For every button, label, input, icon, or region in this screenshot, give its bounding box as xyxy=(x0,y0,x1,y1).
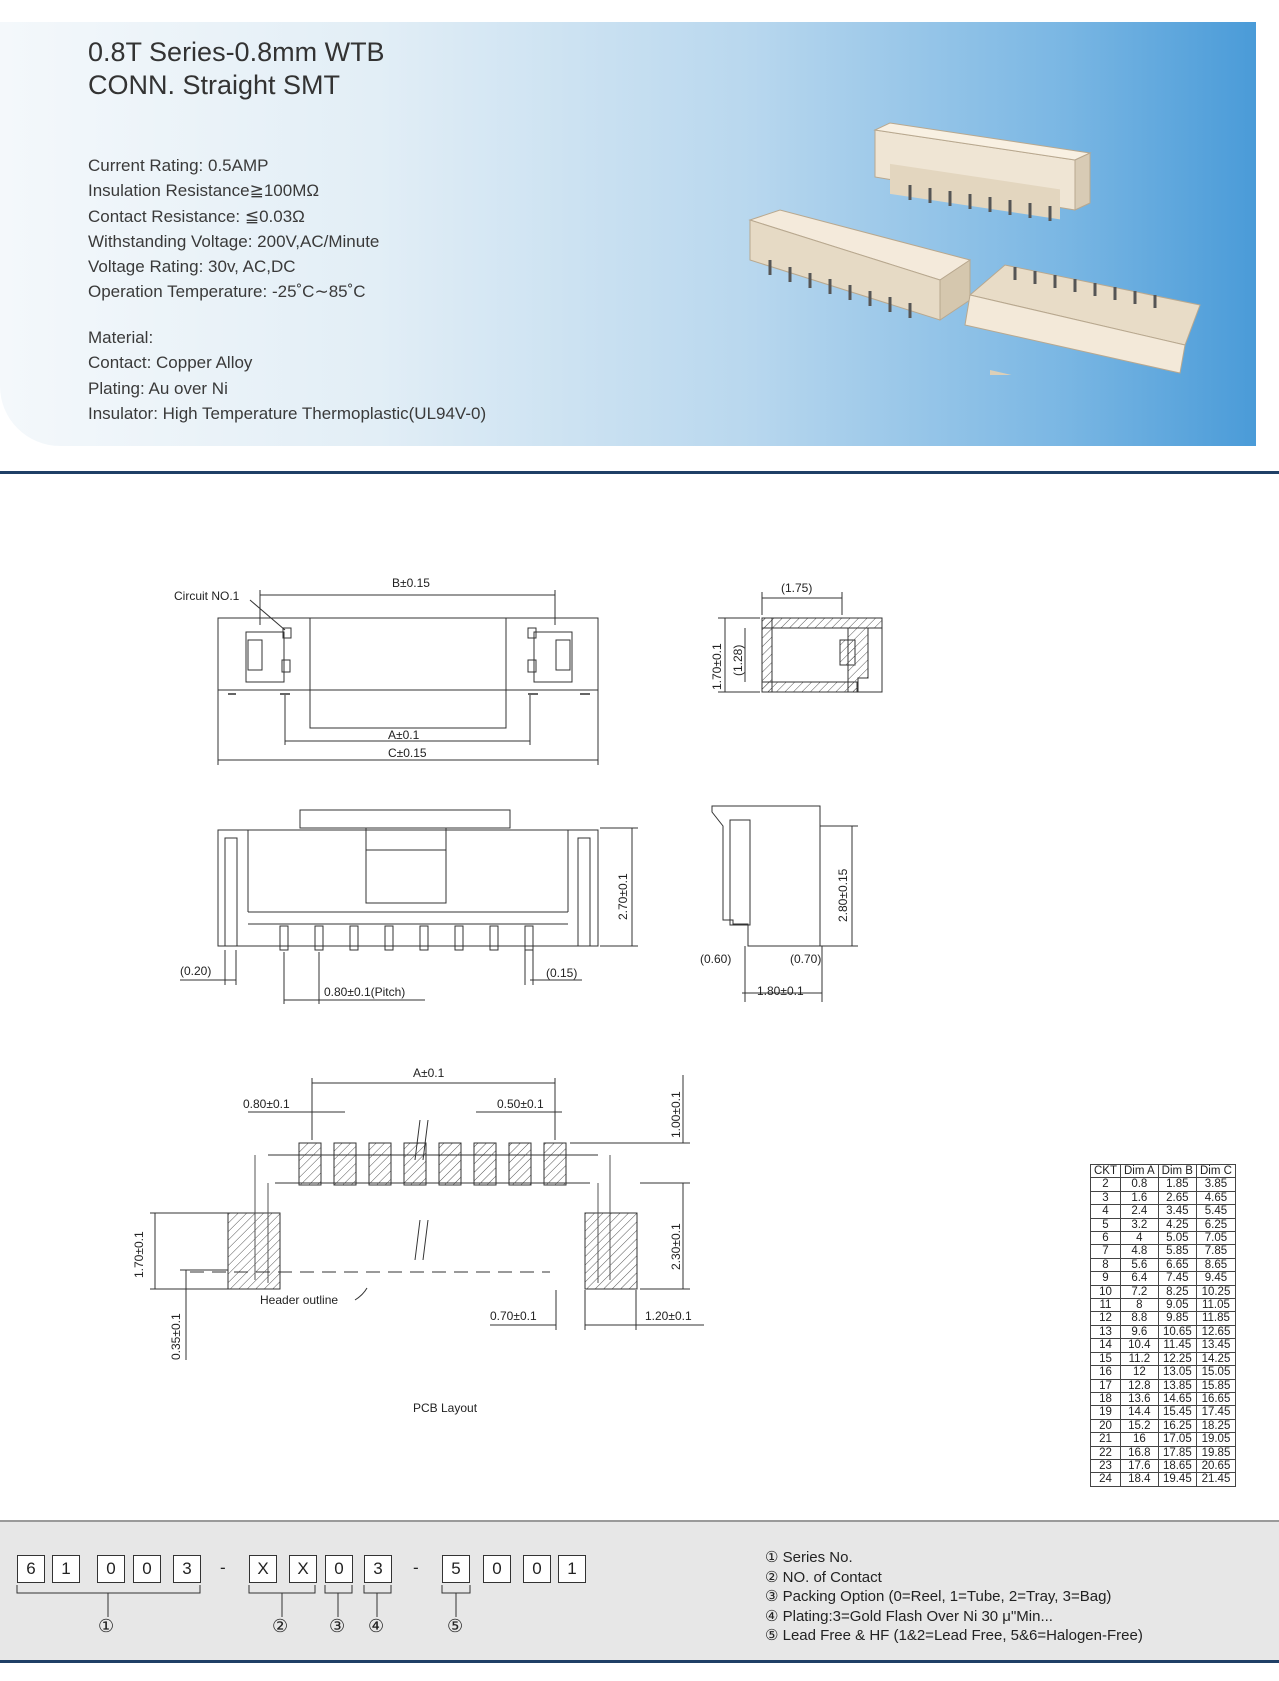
col-header-dim-b: Dim B xyxy=(1158,1165,1196,1178)
cell-dim-a: 12 xyxy=(1121,1366,1159,1379)
dim-020-label: (0.20) xyxy=(180,964,212,978)
dim-060-label: (0.60) xyxy=(700,952,732,966)
pcb-layout-drawing xyxy=(150,1075,704,1360)
cell-dim-a: 11.2 xyxy=(1121,1352,1159,1365)
table-row xyxy=(1091,1245,1236,1258)
pitch-label: 0.80±0.1(Pitch) xyxy=(324,985,406,999)
cell-ckt: 17 xyxy=(1091,1379,1121,1392)
dim-c-label: C±0.15 xyxy=(388,746,427,760)
cell-ckt: 23 xyxy=(1091,1459,1121,1472)
pn-dash: - xyxy=(220,1558,226,1577)
table-row xyxy=(1091,1258,1236,1271)
cell-ckt: 8 xyxy=(1091,1258,1121,1271)
pn-marker-4: ④ xyxy=(368,1616,385,1637)
cell-ckt: 15 xyxy=(1091,1352,1121,1365)
pn-dash: - xyxy=(413,1558,419,1577)
spec-contact-resistance: Contact Resistance: ≦0.03Ω xyxy=(88,206,305,226)
title-line-1: 0.8T Series-0.8mm WTB xyxy=(88,37,385,67)
cell-dim-a: 7.2 xyxy=(1121,1285,1159,1298)
cell-ckt: 22 xyxy=(1091,1446,1121,1459)
cell-dim-a: 12.8 xyxy=(1121,1379,1159,1392)
table-row xyxy=(1091,1285,1236,1298)
cell-dim-c: 19.85 xyxy=(1196,1446,1235,1459)
pn-digit: 0 xyxy=(325,1555,353,1583)
cell-dim-c: 7.85 xyxy=(1196,1245,1235,1258)
cell-ckt: 18 xyxy=(1091,1392,1121,1405)
spec-temperature: Operation Temperature: -25˚C∼85˚C xyxy=(88,282,366,302)
pn-marker-5: ⑤ xyxy=(447,1616,464,1637)
cell-dim-a: 4.8 xyxy=(1121,1245,1159,1258)
cell-dim-c: 12.65 xyxy=(1196,1325,1235,1338)
title-line-2: CONN. Straight SMT xyxy=(88,70,341,100)
cell-dim-c: 13.45 xyxy=(1196,1339,1235,1352)
material-plating: Plating: Au over Ni xyxy=(88,378,228,398)
pcb-080-label: 0.80±0.1 xyxy=(243,1097,290,1111)
pcb-070-label: 0.70±0.1 xyxy=(490,1309,537,1323)
pn-digit: 0 xyxy=(97,1555,125,1583)
cell-dim-b: 4.25 xyxy=(1158,1218,1196,1231)
cell-dim-b: 1.85 xyxy=(1158,1178,1196,1191)
cell-dim-b: 8.25 xyxy=(1158,1285,1196,1298)
cell-ckt: 10 xyxy=(1091,1285,1121,1298)
table-row xyxy=(1091,1406,1236,1419)
cell-dim-b: 9.85 xyxy=(1158,1312,1196,1325)
cell-dim-c: 17.45 xyxy=(1196,1406,1235,1419)
cell-dim-b: 15.45 xyxy=(1158,1406,1196,1419)
table-row xyxy=(1091,1419,1236,1432)
pcb-120-label: 1.20±0.1 xyxy=(645,1309,692,1323)
cell-dim-c: 8.65 xyxy=(1196,1258,1235,1271)
pn-digit: 6 xyxy=(17,1555,45,1583)
pn-marker-2: ② xyxy=(272,1616,289,1637)
dim-070-label: (0.70) xyxy=(790,952,822,966)
cell-dim-a: 0.8 xyxy=(1121,1178,1159,1191)
cell-ckt: 4 xyxy=(1091,1205,1121,1218)
cell-dim-b: 3.45 xyxy=(1158,1205,1196,1218)
cell-dim-c: 15.85 xyxy=(1196,1379,1235,1392)
table-row xyxy=(1091,1191,1236,1204)
col-header-dim-c: Dim C xyxy=(1196,1165,1235,1178)
cell-dim-b: 5.05 xyxy=(1158,1232,1196,1245)
col-header-ckt: CKT xyxy=(1091,1165,1121,1178)
table-row xyxy=(1091,1459,1236,1472)
dim-015-label: (0.15) xyxy=(546,966,578,980)
spec-current: Current Rating: 0.5AMP xyxy=(88,156,269,175)
cell-dim-a: 13.6 xyxy=(1121,1392,1159,1405)
pn-digit: 0 xyxy=(483,1555,511,1583)
cell-dim-b: 5.85 xyxy=(1158,1245,1196,1258)
cell-dim-c: 9.45 xyxy=(1196,1272,1235,1285)
cell-ckt: 6 xyxy=(1091,1232,1121,1245)
cell-dim-c: 7.05 xyxy=(1196,1232,1235,1245)
pn-digit: 1 xyxy=(52,1555,80,1583)
cell-dim-c: 16.65 xyxy=(1196,1392,1235,1405)
cell-dim-c: 18.25 xyxy=(1196,1419,1235,1432)
table-row xyxy=(1091,1299,1236,1312)
material-heading: Material: xyxy=(88,328,154,347)
cell-dim-b: 16.25 xyxy=(1158,1419,1196,1432)
cell-ckt: 11 xyxy=(1091,1299,1121,1312)
part-number-legend xyxy=(765,1548,1143,1646)
material-insulator: Insulator: High Temperature Thermoplastic(UL94V-0) xyxy=(88,403,487,423)
side-170-label: 1.70±0.1 xyxy=(710,643,724,690)
col-header-dim-a: Dim A xyxy=(1121,1165,1159,1178)
cell-dim-b: 12.25 xyxy=(1158,1352,1196,1365)
cell-dim-c: 5.45 xyxy=(1196,1205,1235,1218)
table-row xyxy=(1091,1473,1236,1486)
legend-item: ⑤ Lead Free & HF (1&2=Lead Free, 5&6=Halogen-Free) xyxy=(765,1627,1143,1644)
table-row xyxy=(1091,1433,1236,1446)
cell-dim-c: 6.25 xyxy=(1196,1218,1235,1231)
cell-dim-a: 16 xyxy=(1121,1433,1159,1446)
table-row xyxy=(1091,1392,1236,1405)
pn-marker-1: ① xyxy=(98,1616,115,1637)
table-row xyxy=(1091,1272,1236,1285)
dim-a-label: A±0.1 xyxy=(388,728,420,742)
table-row xyxy=(1091,1232,1236,1245)
pn-digit: 3 xyxy=(173,1555,201,1583)
table-row xyxy=(1091,1218,1236,1231)
cell-dim-a: 17.6 xyxy=(1121,1459,1159,1472)
table-row xyxy=(1091,1205,1236,1218)
dim-180-label: 1.80±0.1 xyxy=(757,984,804,998)
pn-digit: 5 xyxy=(442,1555,470,1583)
cell-dim-c: 15.05 xyxy=(1196,1366,1235,1379)
cell-dim-c: 20.65 xyxy=(1196,1459,1235,1472)
cell-dim-b: 14.65 xyxy=(1158,1392,1196,1405)
cell-ckt: 24 xyxy=(1091,1473,1121,1486)
cell-dim-a: 8.8 xyxy=(1121,1312,1159,1325)
pcb-100-label: 1.00±0.1 xyxy=(669,1091,683,1138)
cell-ckt: 13 xyxy=(1091,1325,1121,1338)
cell-ckt: 14 xyxy=(1091,1339,1121,1352)
cell-dim-b: 19.45 xyxy=(1158,1473,1196,1486)
pcb-230-label: 2.30±0.1 xyxy=(669,1223,683,1270)
cell-ckt: 12 xyxy=(1091,1312,1121,1325)
cell-dim-a: 18.4 xyxy=(1121,1473,1159,1486)
pn-digit: 0 xyxy=(523,1555,551,1583)
cell-dim-c: 4.65 xyxy=(1196,1191,1235,1204)
dim-280-label: 2.80±0.15 xyxy=(836,868,850,922)
cell-dim-a: 14.4 xyxy=(1121,1406,1159,1419)
pcb-170-label: 1.70±0.1 xyxy=(132,1231,146,1278)
cell-dim-a: 4 xyxy=(1121,1232,1159,1245)
cell-dim-a: 2.4 xyxy=(1121,1205,1159,1218)
spec-voltage: Voltage Rating: 30v, AC,DC xyxy=(88,257,296,277)
dim-270-label: 2.70±0.1 xyxy=(616,873,630,920)
dim-b-label: B±0.15 xyxy=(392,576,430,590)
cell-dim-b: 9.05 xyxy=(1158,1299,1196,1312)
pn-digit: X xyxy=(249,1555,277,1583)
cell-ckt: 7 xyxy=(1091,1245,1121,1258)
cell-ckt: 19 xyxy=(1091,1406,1121,1419)
legend-item: ④ Plating:3=Gold Flash Over Ni 30 μ"Min... xyxy=(765,1607,1053,1625)
cell-dim-b: 17.05 xyxy=(1158,1433,1196,1446)
cell-ckt: 3 xyxy=(1091,1191,1121,1204)
footer-rule xyxy=(0,1660,1279,1663)
cell-dim-a: 9.6 xyxy=(1121,1325,1159,1338)
cell-dim-b: 6.65 xyxy=(1158,1258,1196,1271)
cell-dim-b: 13.85 xyxy=(1158,1379,1196,1392)
legend-item: ① Series No. xyxy=(765,1549,853,1566)
cell-dim-b: 2.65 xyxy=(1158,1191,1196,1204)
cell-dim-b: 7.45 xyxy=(1158,1272,1196,1285)
cell-dim-b: 18.65 xyxy=(1158,1459,1196,1472)
table-row xyxy=(1091,1366,1236,1379)
pn-marker-3: ③ xyxy=(329,1616,346,1637)
cell-dim-b: 11.45 xyxy=(1158,1339,1196,1352)
cell-dim-a: 15.2 xyxy=(1121,1419,1159,1432)
pn-digit: 3 xyxy=(364,1555,392,1583)
table-row xyxy=(1091,1178,1236,1191)
cell-dim-b: 10.65 xyxy=(1158,1325,1196,1338)
cell-dim-a: 5.6 xyxy=(1121,1258,1159,1271)
header-outline-label: Header outline xyxy=(260,1293,339,1307)
pcb-035-label: 0.35±0.1 xyxy=(169,1313,183,1360)
cell-ckt: 5 xyxy=(1091,1218,1121,1231)
table-row xyxy=(1091,1446,1236,1459)
cell-dim-c: 14.25 xyxy=(1196,1352,1235,1365)
spec-insulation: Insulation Resistance≧100MΩ xyxy=(88,181,320,201)
table-header-row xyxy=(1091,1165,1236,1178)
side-175-label: (1.75) xyxy=(781,581,813,595)
cell-dim-a: 16.8 xyxy=(1121,1446,1159,1459)
cell-ckt: 9 xyxy=(1091,1272,1121,1285)
part-number-brackets xyxy=(0,1585,620,1621)
table-row xyxy=(1091,1312,1236,1325)
circuit-no-label: Circuit NO.1 xyxy=(174,589,240,603)
side-section-view xyxy=(718,592,882,692)
pn-digit: X xyxy=(289,1555,317,1583)
pcb-050-label: 0.50±0.1 xyxy=(497,1097,544,1111)
cell-dim-b: 17.85 xyxy=(1158,1446,1196,1459)
cell-dim-a: 6.4 xyxy=(1121,1272,1159,1285)
legend-item: ③ Packing Option (0=Reel, 1=Tube, 2=Tray, 3=Bag) xyxy=(765,1588,1112,1605)
cell-dim-b: 13.05 xyxy=(1158,1366,1196,1379)
cell-dim-a: 10.4 xyxy=(1121,1339,1159,1352)
cell-ckt: 2 xyxy=(1091,1178,1121,1191)
spec-withstanding: Withstanding Voltage: 200V,AC/Minute xyxy=(88,231,380,251)
cell-dim-a: 8 xyxy=(1121,1299,1159,1312)
side-128-label: (1.28) xyxy=(731,644,745,676)
table-row xyxy=(1091,1339,1236,1352)
cell-dim-a: 1.6 xyxy=(1121,1191,1159,1204)
cell-dim-c: 3.85 xyxy=(1196,1178,1235,1191)
cell-dim-c: 10.25 xyxy=(1196,1285,1235,1298)
cell-dim-c: 11.85 xyxy=(1196,1312,1235,1325)
table-row xyxy=(1091,1379,1236,1392)
pn-digit: 0 xyxy=(133,1555,161,1583)
dimension-table xyxy=(1090,1164,1236,1487)
cell-dim-c: 11.05 xyxy=(1196,1299,1235,1312)
table-row xyxy=(1091,1352,1236,1365)
cell-dim-a: 3.2 xyxy=(1121,1218,1159,1231)
cell-ckt: 16 xyxy=(1091,1366,1121,1379)
pcb-layout-caption: PCB Layout xyxy=(413,1401,478,1415)
material-contact: Contact: Copper Alloy xyxy=(88,353,253,373)
legend-item: ② NO. of Contact xyxy=(765,1568,882,1586)
pcb-a-label: A±0.1 xyxy=(413,1066,445,1080)
cell-ckt: 21 xyxy=(1091,1433,1121,1446)
cell-ckt: 20 xyxy=(1091,1419,1121,1432)
pn-digit: 1 xyxy=(558,1555,586,1583)
cell-dim-c: 19.05 xyxy=(1196,1433,1235,1446)
cell-dim-c: 21.45 xyxy=(1196,1473,1235,1486)
table-row xyxy=(1091,1325,1236,1338)
